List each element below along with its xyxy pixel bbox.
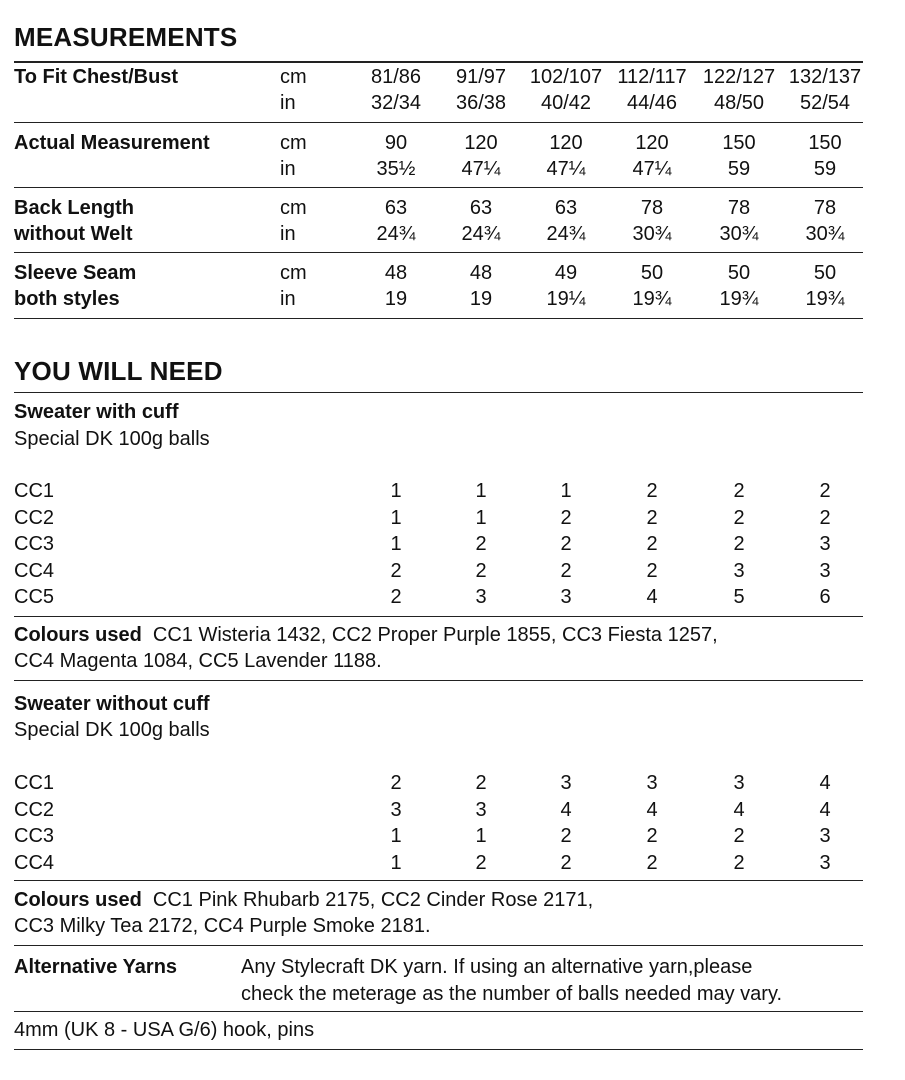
ball-count: 2 — [733, 480, 745, 502]
ball-count: 2 — [560, 533, 572, 555]
size-value: 19¾ — [632, 288, 672, 310]
colours-used-label: Colours used — [14, 889, 142, 911]
size-value: 132/137 — [788, 66, 862, 88]
unit-label: cm — [280, 262, 307, 284]
colours-used-label: Colours used — [14, 624, 142, 646]
ball-count: 6 — [819, 586, 831, 608]
ball-count: 1 — [390, 851, 402, 874]
unit-label: in — [280, 288, 296, 310]
ball-count: 3 — [819, 851, 831, 874]
ball-count: 2 — [733, 533, 745, 555]
size-value: 40/42 — [540, 92, 592, 114]
size-value: 50 — [727, 262, 751, 284]
sweater-without-cuff-title: Sweater without cuff — [14, 693, 210, 715]
ball-count: 4 — [819, 798, 831, 821]
size-value: 52/54 — [799, 92, 851, 114]
colours-used-with-cuff — [14, 624, 718, 647]
size-value: 120 — [549, 132, 583, 154]
ball-count: 3 — [475, 798, 487, 821]
ball-count: 3 — [733, 772, 745, 794]
size-value: 44/46 — [626, 92, 678, 114]
size-value: 90 — [384, 132, 408, 154]
ball-count: 2 — [733, 851, 745, 874]
divider — [14, 122, 863, 123]
size-value: 32/34 — [370, 92, 422, 114]
row-label: Actual Measurement — [14, 132, 210, 154]
ball-count: 2 — [475, 851, 487, 874]
ball-count: 1 — [390, 506, 402, 529]
ball-count: 1 — [390, 825, 402, 847]
ball-count: 2 — [733, 825, 745, 847]
divider — [14, 318, 863, 319]
ball-count: 3 — [819, 533, 831, 555]
size-value: 36/38 — [455, 92, 507, 114]
divider — [14, 187, 863, 188]
ball-count: 1 — [475, 825, 487, 847]
size-value: 24¾ — [376, 223, 416, 245]
ball-count: 2 — [475, 533, 487, 555]
unit-label: cm — [280, 66, 307, 88]
ball-count: 4 — [560, 798, 572, 821]
you-will-need-heading: YOU WILL NEED — [14, 356, 223, 386]
colours-used-text: CC1 Wisteria 1432, CC2 Proper Purple 1855, CC3 Fiesta 1257, — [152, 624, 718, 646]
ball-count: 2 — [475, 772, 487, 794]
size-value: 24¾ — [546, 223, 586, 245]
yarn-colour-label: CC3 — [14, 825, 55, 847]
size-value: 102/107 — [529, 66, 603, 88]
unit-label: in — [280, 223, 296, 245]
size-value: 48/50 — [713, 92, 765, 114]
ball-count: 2 — [475, 559, 487, 582]
yarn-colour-label: CC3 — [14, 533, 55, 555]
ball-count: 3 — [733, 559, 745, 582]
measurements-heading: MEASUREMENTS — [14, 22, 238, 52]
ball-count: 2 — [560, 825, 572, 847]
sweater-without-cuff-subtitle: Special DK 100g balls — [14, 719, 210, 741]
ball-count: 3 — [475, 586, 487, 608]
size-value: 47¼ — [461, 158, 501, 180]
size-value: 122/127 — [702, 66, 776, 88]
colours-used-text: CC1 Pink Rhubarb 2175, CC2 Cinder Rose 2171, — [152, 889, 594, 911]
divider — [14, 616, 863, 617]
size-value: 19¼ — [546, 288, 586, 310]
ball-count: 3 — [390, 798, 402, 821]
divider — [14, 680, 863, 681]
size-value: 59 — [727, 158, 751, 180]
size-value: 78 — [640, 197, 664, 219]
yarn-colour-label: CC1 — [14, 772, 55, 794]
size-value: 78 — [727, 197, 751, 219]
size-value: 150 — [808, 132, 842, 154]
size-value: 19¾ — [805, 288, 845, 310]
size-value: 59 — [813, 158, 837, 180]
divider — [14, 252, 863, 253]
size-value: 91/97 — [455, 66, 507, 88]
size-value: 24¾ — [461, 223, 501, 245]
ball-count: 2 — [646, 533, 658, 555]
ball-count: 3 — [819, 559, 831, 582]
ball-count: 4 — [646, 798, 658, 821]
size-value: 30¾ — [719, 223, 759, 245]
row-label: without Welt — [14, 223, 133, 245]
colours-used-text-line2: CC4 Magenta 1084, CC5 Lavender 1188. — [14, 650, 382, 672]
sweater-with-cuff-subtitle: Special DK 100g balls — [14, 428, 210, 450]
ball-count: 2 — [560, 559, 572, 582]
ball-count: 1 — [560, 480, 572, 502]
size-value: 47¼ — [546, 158, 586, 180]
size-value: 19 — [469, 288, 493, 310]
ball-count: 2 — [560, 506, 572, 529]
size-value: 63 — [469, 197, 493, 219]
size-value: 30¾ — [632, 223, 672, 245]
ball-count: 2 — [646, 559, 658, 582]
alternative-yarns-text-line2: check the meterage as the number of balls needed may vary. — [241, 983, 783, 1005]
size-value: 150 — [722, 132, 756, 154]
colours-used-without-cuff — [14, 889, 593, 912]
ball-count: 1 — [475, 506, 487, 529]
ball-count: 2 — [390, 586, 402, 608]
size-value: 50 — [640, 262, 664, 284]
size-value: 63 — [384, 197, 408, 219]
yarn-colour-label: CC2 — [14, 798, 55, 821]
yarn-colour-label: CC4 — [14, 559, 55, 582]
unit-label: in — [280, 92, 296, 114]
ball-count: 1 — [475, 480, 487, 502]
unit-label: cm — [280, 197, 307, 219]
sweater-with-cuff-title: Sweater with cuff — [14, 401, 179, 423]
unit-label: in — [280, 158, 296, 180]
size-value: 47¼ — [632, 158, 672, 180]
ball-count: 2 — [819, 506, 831, 529]
unit-label: cm — [280, 132, 307, 154]
ball-count: 4 — [819, 772, 831, 794]
ball-count: 2 — [646, 480, 658, 502]
ball-count: 1 — [390, 533, 402, 555]
size-value: 120 — [635, 132, 669, 154]
ball-count: 3 — [560, 586, 572, 608]
size-value: 112/117 — [617, 66, 687, 88]
divider — [14, 880, 863, 881]
ball-count: 2 — [646, 506, 658, 529]
divider — [14, 1011, 863, 1012]
row-label: Sleeve Seam — [14, 262, 137, 284]
colours-used-text-line2: CC3 Milky Tea 2172, CC4 Purple Smoke 2181. — [14, 915, 431, 937]
size-value: 78 — [813, 197, 837, 219]
row-label: Back Length — [14, 197, 135, 219]
ball-count: 2 — [646, 825, 658, 847]
ball-count: 2 — [733, 506, 745, 529]
ball-count: 2 — [390, 559, 402, 582]
ball-count: 3 — [819, 825, 831, 847]
yarn-colour-label: CC4 — [14, 851, 55, 874]
ball-count: 2 — [560, 851, 572, 874]
divider — [14, 392, 863, 393]
ball-count: 4 — [646, 586, 658, 608]
size-value: 63 — [554, 197, 578, 219]
ball-count: 2 — [390, 772, 402, 794]
ball-count: 4 — [733, 798, 745, 821]
yarn-colour-label: CC1 — [14, 480, 55, 502]
hook-info: 4mm (UK 8 - USA G/6) hook, pins — [14, 1019, 315, 1041]
ball-count: 5 — [733, 586, 745, 608]
divider — [14, 1049, 863, 1050]
size-value: 48 — [469, 262, 493, 284]
ball-count: 2 — [819, 480, 831, 502]
size-value: 30¾ — [805, 223, 845, 245]
yarn-colour-label: CC5 — [14, 586, 55, 608]
ball-count: 2 — [646, 851, 658, 874]
size-value: 19¾ — [719, 288, 759, 310]
ball-count: 3 — [646, 772, 658, 794]
size-value: 48 — [384, 262, 408, 284]
alternative-yarns-text: Any Stylecraft DK yarn. If using an alternative yarn,please — [241, 956, 753, 978]
ball-count: 1 — [390, 480, 402, 502]
size-value: 120 — [464, 132, 498, 154]
divider — [14, 61, 863, 63]
size-value: 50 — [813, 262, 837, 284]
ball-count: 3 — [560, 772, 572, 794]
divider — [14, 945, 863, 946]
alternative-yarns-label: Alternative Yarns — [14, 956, 178, 978]
row-label: To Fit Chest/Bust — [14, 66, 179, 88]
yarn-colour-label: CC2 — [14, 506, 55, 529]
size-value: 49 — [554, 262, 578, 284]
size-value: 35½ — [376, 158, 416, 180]
row-label: both styles — [14, 288, 120, 310]
size-value: 19 — [384, 288, 408, 310]
size-value: 81/86 — [370, 66, 422, 88]
